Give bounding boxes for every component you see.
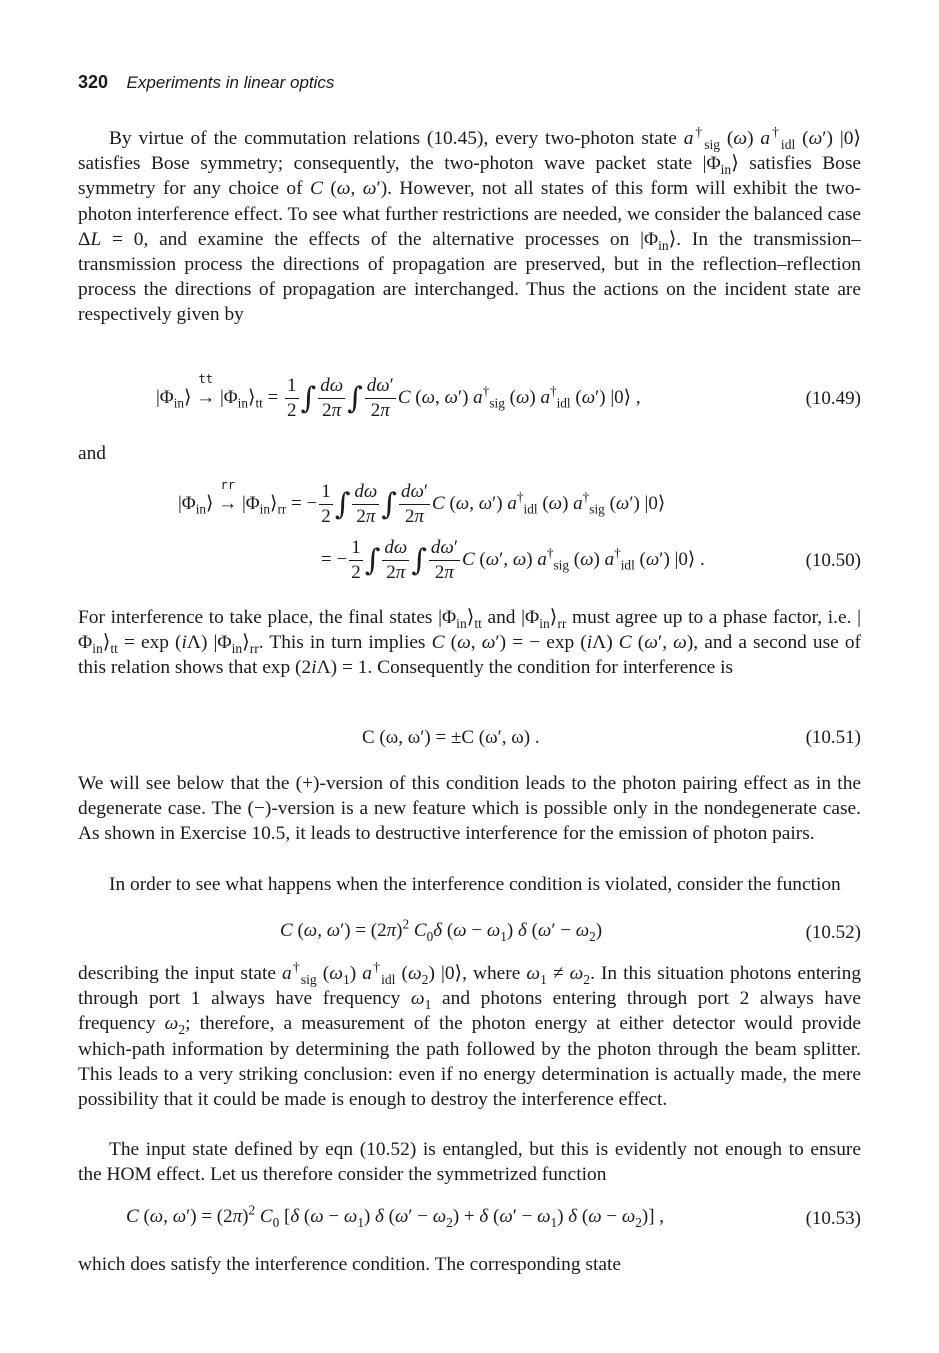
equation-number: (10.53): [805, 1208, 861, 1229]
paragraph-5: describing the input state $a^\dagger_{sig}$ $(\omega_1)$ $a^\dagger_{idl}$ $(\omega_2)$ |0⟩, where $\omega_1 \ne \omega_2$. In this situation photons entering through port 1 always have frequency $\omega_1$ and photons entering through port 2 always have frequency $\omega_2$; therefore, a measurement of the photon energy at either detector would provide which-path information by determining the path followed by the photon through the beam splitter. This leads to a very striking conclusion: even if no energy determination is actually made, the mere possibility that it could be made is enough to destroy the interference effect.: [78, 959, 862, 1111]
running-header: [78, 72, 334, 93]
equation-10-49: $|\Phi_{in}⟩$ tt → $|\Phi_{in}⟩_{tt}$ = $\frac{1}{2}$ ∫ $\frac{d\omega}{2\pi}$ ∫ $\frac{d\omega'}{2\pi}$ C (ω, ω′) $a^\dagger_{sig}$ (ω) $a^\dagger_{idl}$ (ω′) |0⟩ , (10.49): [156, 371, 861, 421]
equation-body: C (ω, ω′) = ±C (ω′, ω) .: [362, 727, 540, 748]
arrow-label: tt: [198, 371, 213, 386]
equation-10-51: [78, 727, 861, 755]
equation-number: (10.49): [805, 388, 861, 409]
page-number: 320: [78, 72, 109, 92]
paragraph-6: The input state defined by eqn (10.52) is entangled, but this is evidently not enough to ensure the HOM effect. Let us therefore consider the symmetrized function: [78, 1139, 861, 1186]
equation-number: (10.51): [805, 727, 861, 748]
paragraph-4: In order to see what happens when the interference condition is violated, consider the function: [109, 874, 841, 895]
paragraph-3: We will see below that the (+)-version of this condition leads to the photon pairing effect as in the degenerate case. The (−)-version is a new feature which is possible only in the nondegenerate case. As shown in Exercise 10.5, it leads to destructive interference for the emission of photon pairs.: [78, 773, 861, 845]
paragraph-2: For interference to take place, the final states $|\Phi_{in}⟩_{tt}$ and $|\Phi_{in}⟩_{rr}$ must agree up to a phase factor, i.e. $|\Phi_{in}⟩_{tt} = \exp (i\Lambda)$ $|\Phi_{in}⟩_{rr}$. This in turn implies C (ω, ω′) = − exp (iΛ) C (ω′, ω), and a second use of this relation shows that exp (2iΛ) = 1. Consequently the condition for interference is: [78, 607, 862, 679]
paragraph-7: which does satisfy the interference condition. The corresponding state: [78, 1254, 621, 1275]
equation-10-50: $|\Phi_{in}⟩$ rr → $|\Phi_{in}⟩_{rr}$ = − $\frac{1}{2}$ ∫ $\frac{d\omega}{2\pi}$ ∫ $\frac{d\omega'}{2\pi}$ C (ω, ω′) $a^\dagger_{idl}$ (ω) $a^\dagger_{sig}$ (ω′) |0⟩ = − $\frac{1}{2}$ ∫ $\frac{d\omega}{2\pi}$ ∫ $\frac{d\omega'}{2\pi}$ C (ω′, ω) $a^\dagger_{sig}$ (ω) $a^\dagger_{idl}$ (ω′) |0⟩ . (10.50): [178, 477, 861, 583]
and-word: and: [78, 443, 106, 464]
equation-number: (10.50): [805, 550, 861, 571]
equation-number: (10.52): [805, 922, 861, 943]
paragraph-1: By virtue of the commutation relations (10.45), every two-photon state $a^\dagger_{sig}$ (ω) $a^\dagger_{idl}$ (ω′) |0⟩ satisfies Bose symmetry; consequently, the two-photon wave packet state $|\Phi_{in}⟩$ satisfies Bose symmetry for any choice of C (ω, ω′). However, not all states of this form will exhibit the two-photon interference effect. To see what further restrictions are needed, we consider the balanced case ΔL = 0, and examine the effects of the alternative processes on $|\Phi_{in}⟩$. In the transmission–transmission process the directions of propagation are preserved, but in the reflection–reflection process the directions of propagation are interchanged. Thus the actions on the incident state are respectively given by: [78, 124, 862, 326]
arrow-label: rr: [220, 477, 235, 492]
equation-10-53: C (ω, $\omega') = (2\pi)^2$ $C_0$ [δ $(\omega - \omega_1)$ δ $(\omega' - \omega_2) + \delta$ $(\omega' - \omega_1)$ δ $(\omega - \omega_2)$] , (10.53): [126, 1202, 861, 1230]
running-title: Experiments in linear optics: [126, 73, 335, 92]
equation-10-52: C (ω, $\omega') = (2\pi)^2$ $C_0\delta$ $(\omega - \omega_1)$ δ $(\omega' - \omega_2)$ (10.52): [280, 916, 861, 944]
